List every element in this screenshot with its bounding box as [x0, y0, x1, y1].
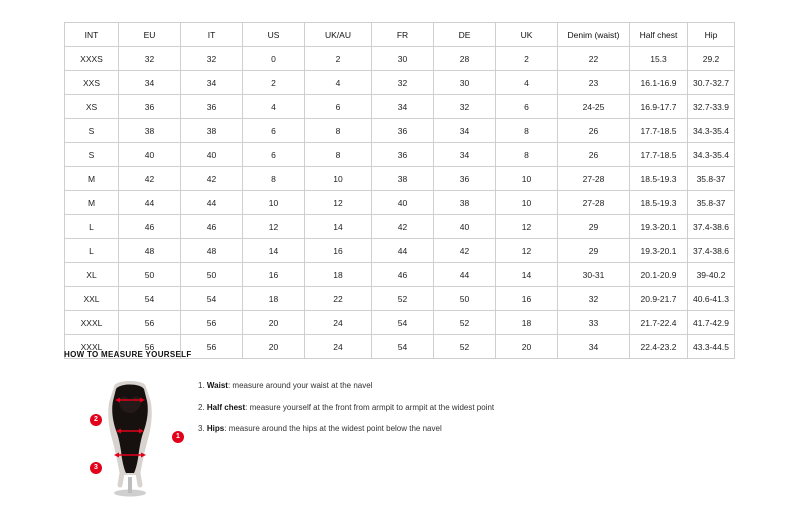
cell-de: 50 — [434, 287, 496, 311]
how-to-measure-body — [64, 369, 744, 499]
cell-eu: 56 — [119, 335, 181, 359]
cell-eu: 38 — [119, 119, 181, 143]
cell-fr: 52 — [372, 287, 434, 311]
cell-de: 28 — [434, 47, 496, 71]
cell-hip: 37.4-38.6 — [688, 215, 735, 239]
column-header-half-chest: Half chest — [630, 23, 688, 47]
measure-text-half-chest: : measure yourself at the front from armpit to armpit at the widest point — [245, 402, 495, 412]
marker-badge-3: 3 — [90, 462, 102, 474]
cell-it: 42 — [181, 167, 243, 191]
cell-denim-waist: 29 — [558, 239, 630, 263]
cell-int: S — [65, 119, 119, 143]
table-row — [65, 71, 735, 95]
cell-uk: 4 — [496, 71, 558, 95]
cell-eu: 56 — [119, 311, 181, 335]
cell-hip: 37.4-38.6 — [688, 239, 735, 263]
cell-hip: 29.2 — [688, 47, 735, 71]
cell-de: 34 — [434, 119, 496, 143]
cell-uk: 20 — [496, 335, 558, 359]
cell-half-chest: 21.7-22.4 — [630, 311, 688, 335]
cell-us: 20 — [243, 335, 305, 359]
cell-uk: 16 — [496, 287, 558, 311]
cell-fr: 34 — [372, 95, 434, 119]
measure-instruction-hips — [198, 424, 494, 434]
cell-us: 0 — [243, 47, 305, 71]
cell-denim-waist: 23 — [558, 71, 630, 95]
cell-half-chest: 16.9-17.7 — [630, 95, 688, 119]
cell-de: 44 — [434, 263, 496, 287]
cell-it: 48 — [181, 239, 243, 263]
cell-denim-waist: 34 — [558, 335, 630, 359]
column-header-uk-au: UK/AU — [305, 23, 372, 47]
measure-term-waist: Waist — [206, 381, 228, 390]
cell-us: 18 — [243, 287, 305, 311]
cell-uk: 10 — [496, 167, 558, 191]
cell-it: 50 — [181, 263, 243, 287]
table-header-row — [65, 23, 735, 47]
cell-de: 42 — [434, 239, 496, 263]
cell-de: 36 — [434, 167, 496, 191]
cell-it: 40 — [181, 143, 243, 167]
cell-it: 56 — [181, 335, 243, 359]
cell-uk-au: 24 — [305, 335, 372, 359]
cell-int: M — [65, 191, 119, 215]
table-row — [65, 311, 735, 335]
measure-instructions-list — [184, 369, 494, 446]
cell-half-chest: 19.3-20.1 — [630, 239, 688, 263]
cell-fr: 42 — [372, 215, 434, 239]
cell-denim-waist: 24-25 — [558, 95, 630, 119]
table-row — [65, 239, 735, 263]
cell-uk: 8 — [496, 119, 558, 143]
measure-text-hips: : measure around the hips at the widest point below the navel — [224, 424, 442, 434]
cell-int: S — [65, 143, 119, 167]
cell-uk: 14 — [496, 263, 558, 287]
cell-it: 44 — [181, 191, 243, 215]
cell-half-chest: 22.4-23.2 — [630, 335, 688, 359]
cell-it: 54 — [181, 287, 243, 311]
cell-uk-au: 18 — [305, 263, 372, 287]
table-row — [65, 95, 735, 119]
cell-denim-waist: 33 — [558, 311, 630, 335]
cell-uk: 12 — [496, 239, 558, 263]
cell-denim-waist: 27-28 — [558, 167, 630, 191]
cell-half-chest: 17.7-18.5 — [630, 143, 688, 167]
cell-hip: 34.3-35.4 — [688, 119, 735, 143]
mannequin-illustration — [92, 369, 168, 497]
cell-it: 32 — [181, 47, 243, 71]
cell-us: 14 — [243, 239, 305, 263]
cell-fr: 44 — [372, 239, 434, 263]
table-body — [65, 47, 735, 359]
cell-hip: 43.3-44.5 — [688, 335, 735, 359]
column-header-us: US — [243, 23, 305, 47]
column-header-eu: EU — [119, 23, 181, 47]
cell-half-chest: 16.1-16.9 — [630, 71, 688, 95]
cell-eu: 34 — [119, 71, 181, 95]
cell-uk-au: 6 — [305, 95, 372, 119]
cell-uk: 12 — [496, 215, 558, 239]
cell-us: 2 — [243, 71, 305, 95]
cell-half-chest: 18.5-19.3 — [630, 167, 688, 191]
cell-half-chest: 19.3-20.1 — [630, 215, 688, 239]
measure-number-3: 3. — [198, 424, 205, 434]
measure-number-1: 1. — [198, 381, 205, 390]
cell-it: 56 — [181, 311, 243, 335]
cell-us: 6 — [243, 143, 305, 167]
cell-fr: 36 — [372, 119, 434, 143]
cell-uk-au: 2 — [305, 47, 372, 71]
cell-int: XXL — [65, 287, 119, 311]
cell-fr: 36 — [372, 143, 434, 167]
cell-uk: 18 — [496, 311, 558, 335]
cell-eu: 36 — [119, 95, 181, 119]
table-row — [65, 191, 735, 215]
cell-uk: 8 — [496, 143, 558, 167]
cell-eu: 32 — [119, 47, 181, 71]
cell-int: XS — [65, 95, 119, 119]
column-header-hip: Hip — [688, 23, 735, 47]
marker-badge-2: 2 — [90, 414, 102, 426]
cell-us: 4 — [243, 95, 305, 119]
cell-denim-waist: 29 — [558, 215, 630, 239]
table-row — [65, 119, 735, 143]
cell-int: XL — [65, 263, 119, 287]
cell-us: 20 — [243, 311, 305, 335]
cell-uk: 10 — [496, 191, 558, 215]
cell-us: 12 — [243, 215, 305, 239]
cell-denim-waist: 22 — [558, 47, 630, 71]
column-header-it: IT — [181, 23, 243, 47]
table-row — [65, 263, 735, 287]
cell-int: M — [65, 167, 119, 191]
cell-uk-au: 22 — [305, 287, 372, 311]
cell-de: 34 — [434, 143, 496, 167]
cell-eu: 46 — [119, 215, 181, 239]
cell-hip: 35.8-37 — [688, 167, 735, 191]
mannequin-figure-container — [64, 369, 184, 499]
cell-de: 40 — [434, 215, 496, 239]
cell-uk-au: 4 — [305, 71, 372, 95]
cell-eu: 50 — [119, 263, 181, 287]
measure-term-hips: Hips — [206, 424, 225, 434]
cell-uk: 2 — [496, 47, 558, 71]
cell-it: 38 — [181, 119, 243, 143]
column-header-de: DE — [434, 23, 496, 47]
cell-it: 46 — [181, 215, 243, 239]
marker-badge-1: 1 — [172, 431, 184, 443]
measure-instruction-waist — [198, 381, 494, 391]
cell-uk-au: 16 — [305, 239, 372, 263]
cell-int: L — [65, 239, 119, 263]
cell-de: 32 — [434, 95, 496, 119]
table-row — [65, 47, 735, 71]
how-to-measure-section — [64, 350, 744, 499]
cell-it: 34 — [181, 71, 243, 95]
cell-eu: 42 — [119, 167, 181, 191]
cell-us: 6 — [243, 119, 305, 143]
cell-uk-au: 12 — [305, 191, 372, 215]
measure-number-2: 2. — [198, 402, 205, 412]
table-row — [65, 167, 735, 191]
cell-uk-au: 10 — [305, 167, 372, 191]
cell-eu: 40 — [119, 143, 181, 167]
measure-instruction-half-chest — [198, 403, 494, 413]
cell-eu: 44 — [119, 191, 181, 215]
cell-it: 36 — [181, 95, 243, 119]
cell-us: 10 — [243, 191, 305, 215]
column-header-uk: UK — [496, 23, 558, 47]
cell-int: XXXL — [65, 335, 119, 359]
cell-hip: 34.3-35.4 — [688, 143, 735, 167]
column-header-fr: FR — [372, 23, 434, 47]
cell-fr: 54 — [372, 311, 434, 335]
cell-hip: 39-40.2 — [688, 263, 735, 287]
cell-fr: 30 — [372, 47, 434, 71]
cell-int: L — [65, 215, 119, 239]
how-to-measure-title: HOW TO MEASURE YOURSELF — [64, 350, 192, 359]
cell-half-chest: 15.3 — [630, 47, 688, 71]
cell-hip: 40.6-41.3 — [688, 287, 735, 311]
size-chart-container — [64, 22, 734, 359]
cell-eu: 54 — [119, 287, 181, 311]
cell-uk-au: 8 — [305, 119, 372, 143]
cell-uk: 6 — [496, 95, 558, 119]
cell-us: 8 — [243, 167, 305, 191]
cell-fr: 40 — [372, 191, 434, 215]
cell-de: 30 — [434, 71, 496, 95]
cell-us: 16 — [243, 263, 305, 287]
cell-denim-waist: 26 — [558, 119, 630, 143]
measure-text-waist: : measure around your waist at the navel — [227, 381, 373, 390]
cell-half-chest: 20.9-21.7 — [630, 287, 688, 311]
cell-hip: 30.7-32.7 — [688, 71, 735, 95]
table-row — [65, 287, 735, 311]
size-chart-table — [64, 22, 735, 359]
cell-int: XXS — [65, 71, 119, 95]
cell-fr: 54 — [372, 335, 434, 359]
cell-int: XXXL — [65, 311, 119, 335]
cell-uk-au: 14 — [305, 215, 372, 239]
column-header-denim-waist: Denim (waist) — [558, 23, 630, 47]
cell-fr: 46 — [372, 263, 434, 287]
table-row — [65, 143, 735, 167]
cell-uk-au: 24 — [305, 311, 372, 335]
table-row — [65, 215, 735, 239]
cell-fr: 32 — [372, 71, 434, 95]
cell-hip: 32.7-33.9 — [688, 95, 735, 119]
cell-fr: 38 — [372, 167, 434, 191]
cell-de: 52 — [434, 311, 496, 335]
cell-denim-waist: 26 — [558, 143, 630, 167]
cell-denim-waist: 30-31 — [558, 263, 630, 287]
cell-de: 38 — [434, 191, 496, 215]
column-header-int: INT — [65, 23, 119, 47]
cell-half-chest: 20.1-20.9 — [630, 263, 688, 287]
measure-term-half-chest: Half chest — [206, 402, 246, 412]
cell-half-chest: 18.5-19.3 — [630, 191, 688, 215]
cell-eu: 48 — [119, 239, 181, 263]
cell-de: 52 — [434, 335, 496, 359]
cell-half-chest: 17.7-18.5 — [630, 119, 688, 143]
cell-denim-waist: 32 — [558, 287, 630, 311]
cell-int: XXXS — [65, 47, 119, 71]
cell-uk-au: 8 — [305, 143, 372, 167]
cell-hip: 41.7-42.9 — [688, 311, 735, 335]
cell-denim-waist: 27-28 — [558, 191, 630, 215]
cell-hip: 35.8-37 — [688, 191, 735, 215]
